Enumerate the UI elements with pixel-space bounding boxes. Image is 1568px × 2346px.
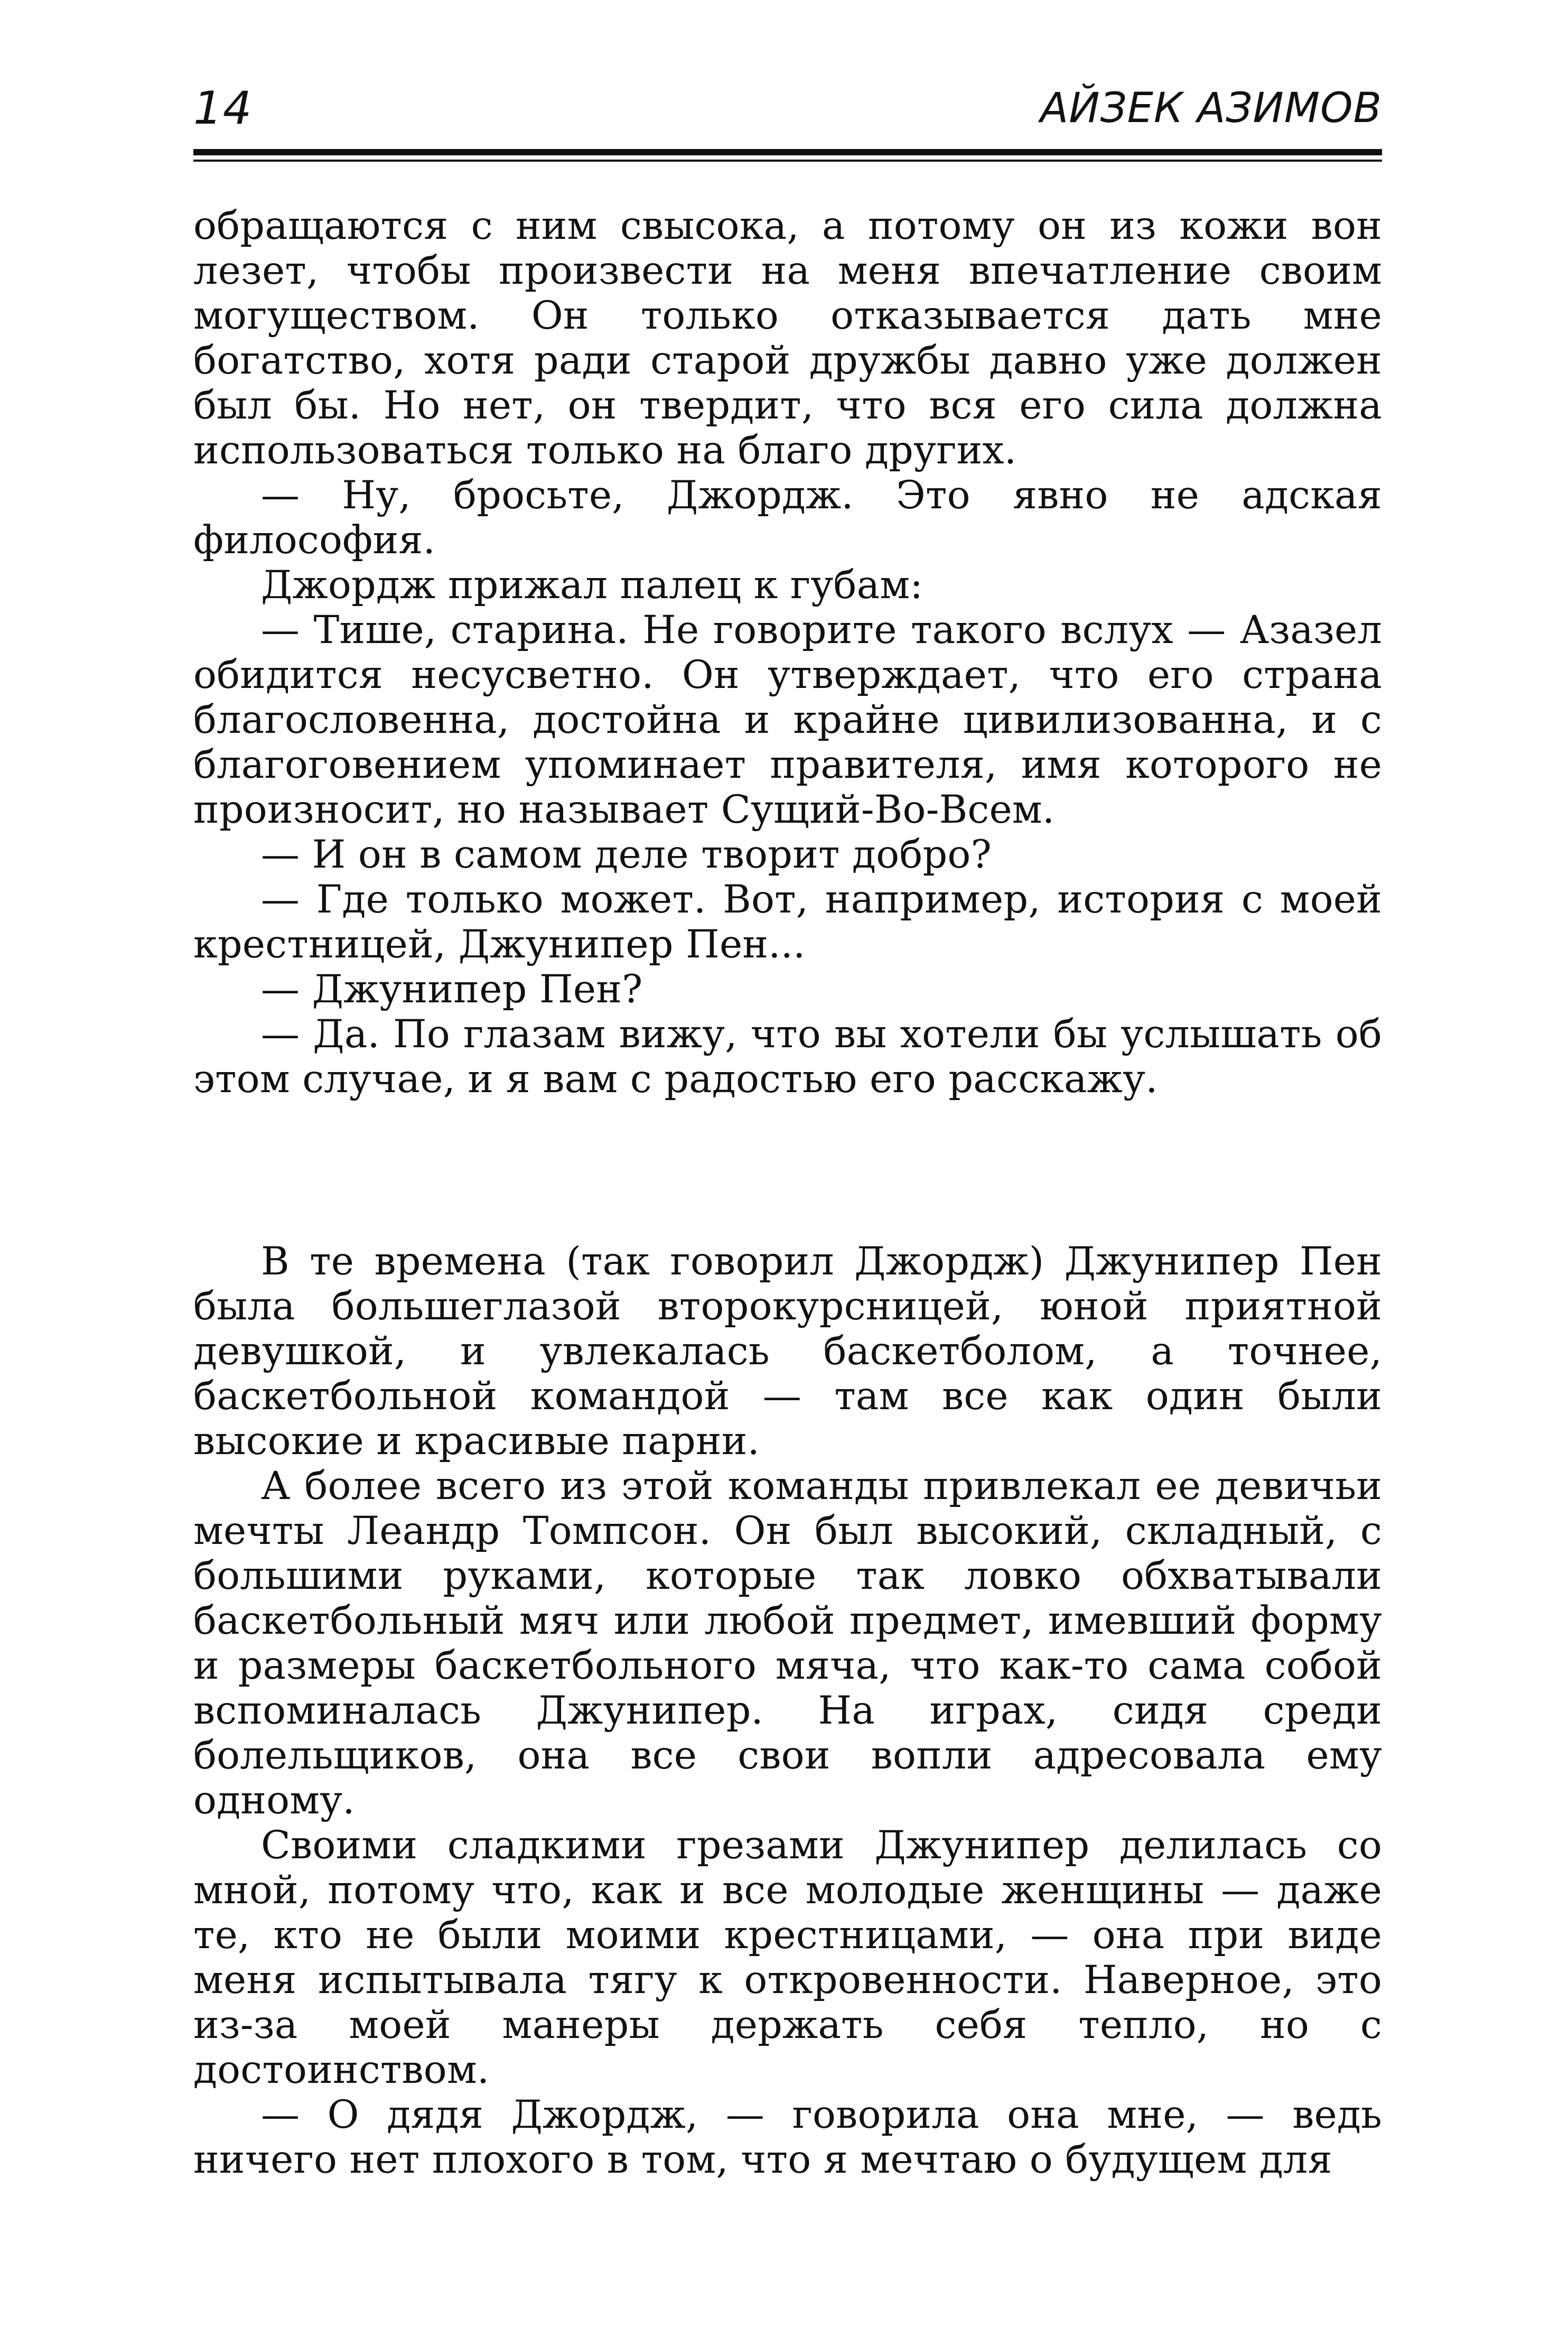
header-rule-thick	[193, 149, 1382, 155]
paragraph: — Джунипер Пен?	[261, 967, 643, 1012]
paragraph: обращаются с ним свысока, а потому он из кожи вон лезет, чтобы произвести на меня впечатление своим могуществом. Он только отказывается дать мне богатство, хотя ради старой дружбы давно уже должен был бы. Но нет, он твердит, что вся его сила должна использоваться только на благо других.	[193, 203, 1382, 473]
paragraph: Джордж прижал палец к губам:	[261, 563, 923, 608]
text-section-2	[193, 1239, 1382, 2182]
paragraph: Своими сладкими грезами Джунипер делилась со мной, потому что, как и все молодые женщины — даже те, кто не были моими крестницами, — она при виде меня испытывала тягу к откровенности. Наверное, это из-за моей манеры держать себя тепло, но с достоинством.	[193, 1823, 1382, 2092]
paragraph: — О дядя Джордж, — говорила она мне, — ведь ничего нет плохого в том, что я мечтаю о будущем для	[193, 2092, 1382, 2182]
page-number: 14	[193, 82, 253, 135]
page-header	[193, 79, 1382, 137]
paragraph: В те времена (так говорил Джордж) Джунипер Пен была большеглазой второкурсницей, юной приятной девушкой, и увлекалась баскетболом, а точнее, баскетбольной командой — там все как один были высокие и красивые парни.	[193, 1239, 1382, 1464]
paragraph: — Ну, бросьте, Джордж. Это явно не адская философия.	[193, 473, 1382, 563]
header-rule-thin	[193, 160, 1382, 162]
running-head: АЙЗЕК АЗИМОВ	[1040, 85, 1382, 132]
paragraph: — И он в самом деле творит добро?	[261, 832, 992, 877]
paragraph: — Тише, старина. Не говорите такого вслух — Азазел обидится несусветно. Он утверждает, что его страна благословенна, достойна и крайне цивилизованна, и с благоговением упоминает правителя, имя которого не произносит, но называет Сущий-Во-Всем.	[193, 608, 1382, 832]
book-page	[193, 0, 1382, 2346]
paragraph: — Да. По глазам вижу, что вы хотели бы услышать об этом случае, и я вам с радостью его расскажу.	[193, 1012, 1382, 1102]
paragraph: А более всего из этой команды привлекал ее девичьи мечты Леандр Томпсон. Он был высокий, складный, с большими руками, которые так ловко обхватывали баскетбольный мяч или любой предмет, имевший форму и размеры баскетбольного мяча, что как-то сама собой вспоминалась Джунипер. На играх, сидя среди болельщиков, она все свои вопли адресовала ему одному.	[193, 1464, 1382, 1823]
text-section-1	[193, 203, 1382, 1102]
paragraph: — Где только может. Вот, например, история с моей крестницей, Джунипер Пен...	[193, 877, 1382, 967]
